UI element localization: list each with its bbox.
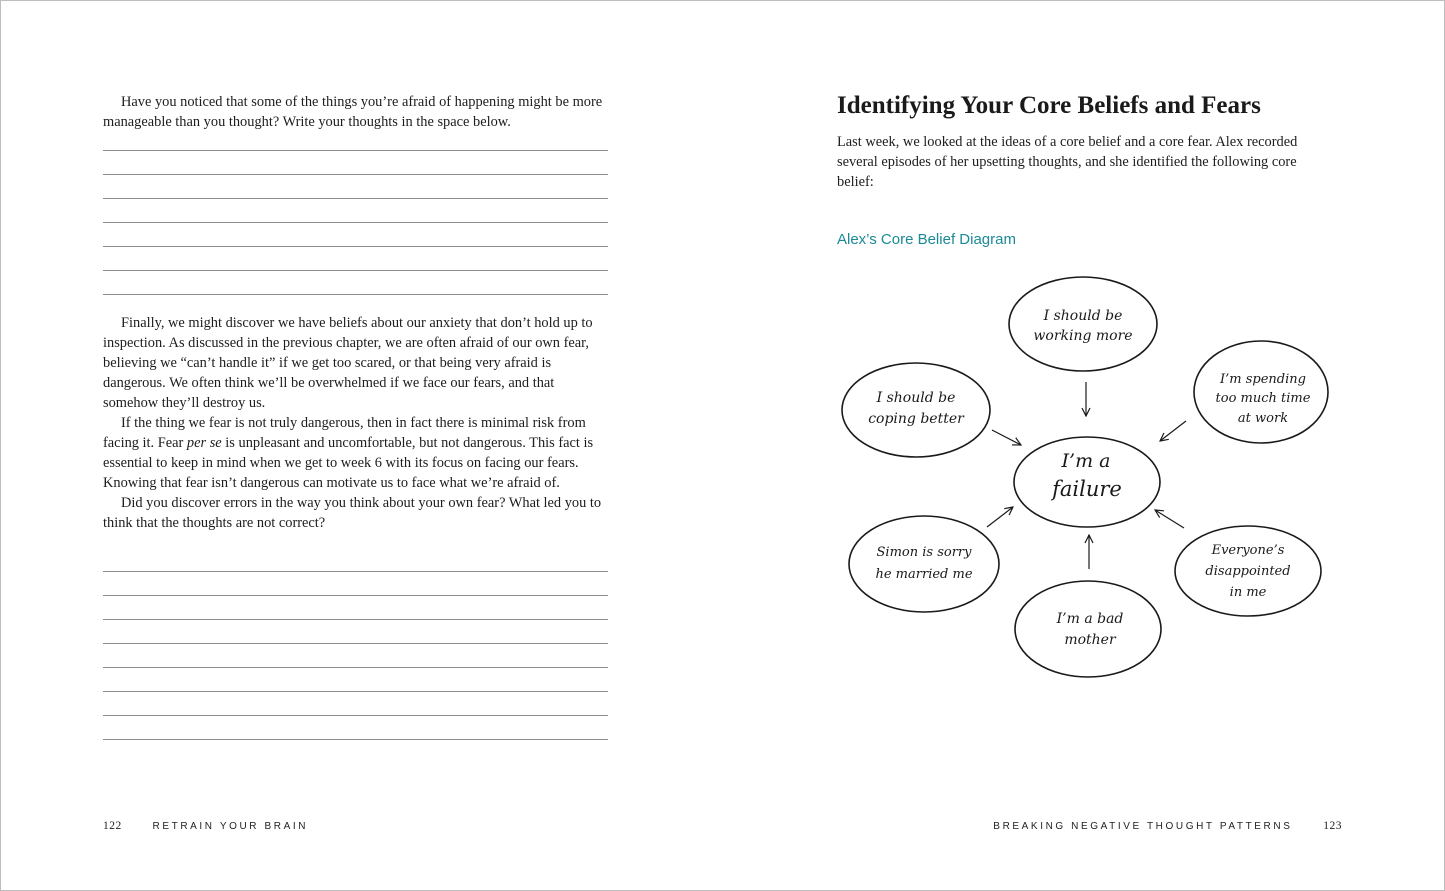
arrow-upper-right <box>1160 421 1186 441</box>
arrow-lower-right <box>1155 510 1184 528</box>
center-label-1: I’m a <box>1061 450 1111 472</box>
bottom-label-2: mother <box>1064 632 1116 648</box>
center-label-2: failure <box>1052 477 1122 501</box>
diagram-title: Alex’s Core Belief Diagram <box>837 231 1016 248</box>
lower-left-label-1: Simon is sorry <box>876 545 972 560</box>
answer-line[interactable] <box>103 595 608 596</box>
answer-line[interactable] <box>103 739 608 740</box>
answer-line[interactable] <box>103 643 608 644</box>
writing-prompt-2: Did you discover errors in the way you think about your own fear? What led you to think that the thoughts are not correct? <box>103 495 602 531</box>
paragraph-finally: Finally, we might discover we have beliefs about our anxiety that don’t hold up to inspection. As discussed in the previous chapter, we are often afraid of our own fear, believing we “can’t handle it” if we get too scared, or that being very afraid is dangerous. We often think we’ll be overwhelmed if we face our fears, and that somehow they’ll destroy us. <box>103 315 593 411</box>
lower-right-label-1: Everyone’s <box>1211 543 1285 558</box>
paragraph-danger-part1: If the thing we fear is not truly dangerous, then in fact there is minimal risk from facing it. Fear <box>103 415 586 451</box>
upper-left-label-2: coping better <box>868 411 964 427</box>
answer-line[interactable] <box>103 619 608 620</box>
answer-line[interactable] <box>103 571 608 572</box>
node-top <box>1009 277 1157 371</box>
answer-line[interactable] <box>103 270 608 271</box>
answer-line[interactable] <box>103 715 608 716</box>
body-text <box>103 313 608 533</box>
answer-line[interactable] <box>103 198 608 199</box>
intro-paragraph: Last week, we looked at the ideas of a core belief and a core fear. Alex recorded several episodes of her upsetting thoughts, and she identified the following core belief: <box>837 134 1298 190</box>
bottom-label-1: I’m a bad <box>1056 611 1124 627</box>
answer-line[interactable] <box>103 691 608 692</box>
paragraph-danger-part2: is unpleasant and uncomfortable, but not dangerous. This fact is essential to keep in mind when we get to week 6 with its focus on facing our fears. Knowing that fear isn’t dangerous can motivate us to face what we’re afraid of. <box>103 435 594 491</box>
answer-line[interactable] <box>103 222 608 223</box>
arrow-upper-left <box>992 430 1021 445</box>
answer-line[interactable] <box>103 246 608 247</box>
right-footer <box>993 820 1342 832</box>
answer-line[interactable] <box>103 667 608 668</box>
left-footer <box>103 820 308 832</box>
lower-right-label-3: in me <box>1229 585 1267 600</box>
section-heading: Identifying Your Core Beliefs and Fears <box>837 92 1261 119</box>
node-upper-left <box>842 363 990 457</box>
upper-right-label-1: I’m spending <box>1220 372 1306 387</box>
core-belief-diagram <box>830 262 1330 692</box>
running-head-left: RETRAIN YOUR BRAIN <box>152 821 309 832</box>
left-page <box>103 0 608 891</box>
lower-right-label-2: disappointed <box>1205 564 1291 579</box>
upper-right-label-3: at work <box>1237 411 1289 426</box>
node-bottom <box>1015 581 1161 677</box>
answer-line[interactable] <box>103 294 608 295</box>
writing-prompt-1: Have you noticed that some of the things you’re afraid of happening might be more manageable than you thought? Write your thoughts in the space below. <box>103 94 603 130</box>
per-se-italic: per se <box>186 435 222 451</box>
top-label-2: working more <box>1033 328 1133 344</box>
page-number-right: 123 <box>1323 820 1342 832</box>
page-number-left: 122 <box>103 820 122 832</box>
running-head-right: BREAKING NEGATIVE THOUGHT PATTERNS <box>993 821 1293 832</box>
answer-line[interactable] <box>103 174 608 175</box>
node-lower-left <box>849 516 999 612</box>
lower-left-label-2: he married me <box>875 567 973 582</box>
upper-left-label-1: I should be <box>876 390 956 406</box>
top-label-1: I should be <box>1043 308 1123 324</box>
arrow-lower-left <box>987 507 1013 527</box>
upper-right-label-2: too much time <box>1215 391 1311 406</box>
paragraph-danger <box>103 413 608 493</box>
answer-line[interactable] <box>103 150 608 151</box>
